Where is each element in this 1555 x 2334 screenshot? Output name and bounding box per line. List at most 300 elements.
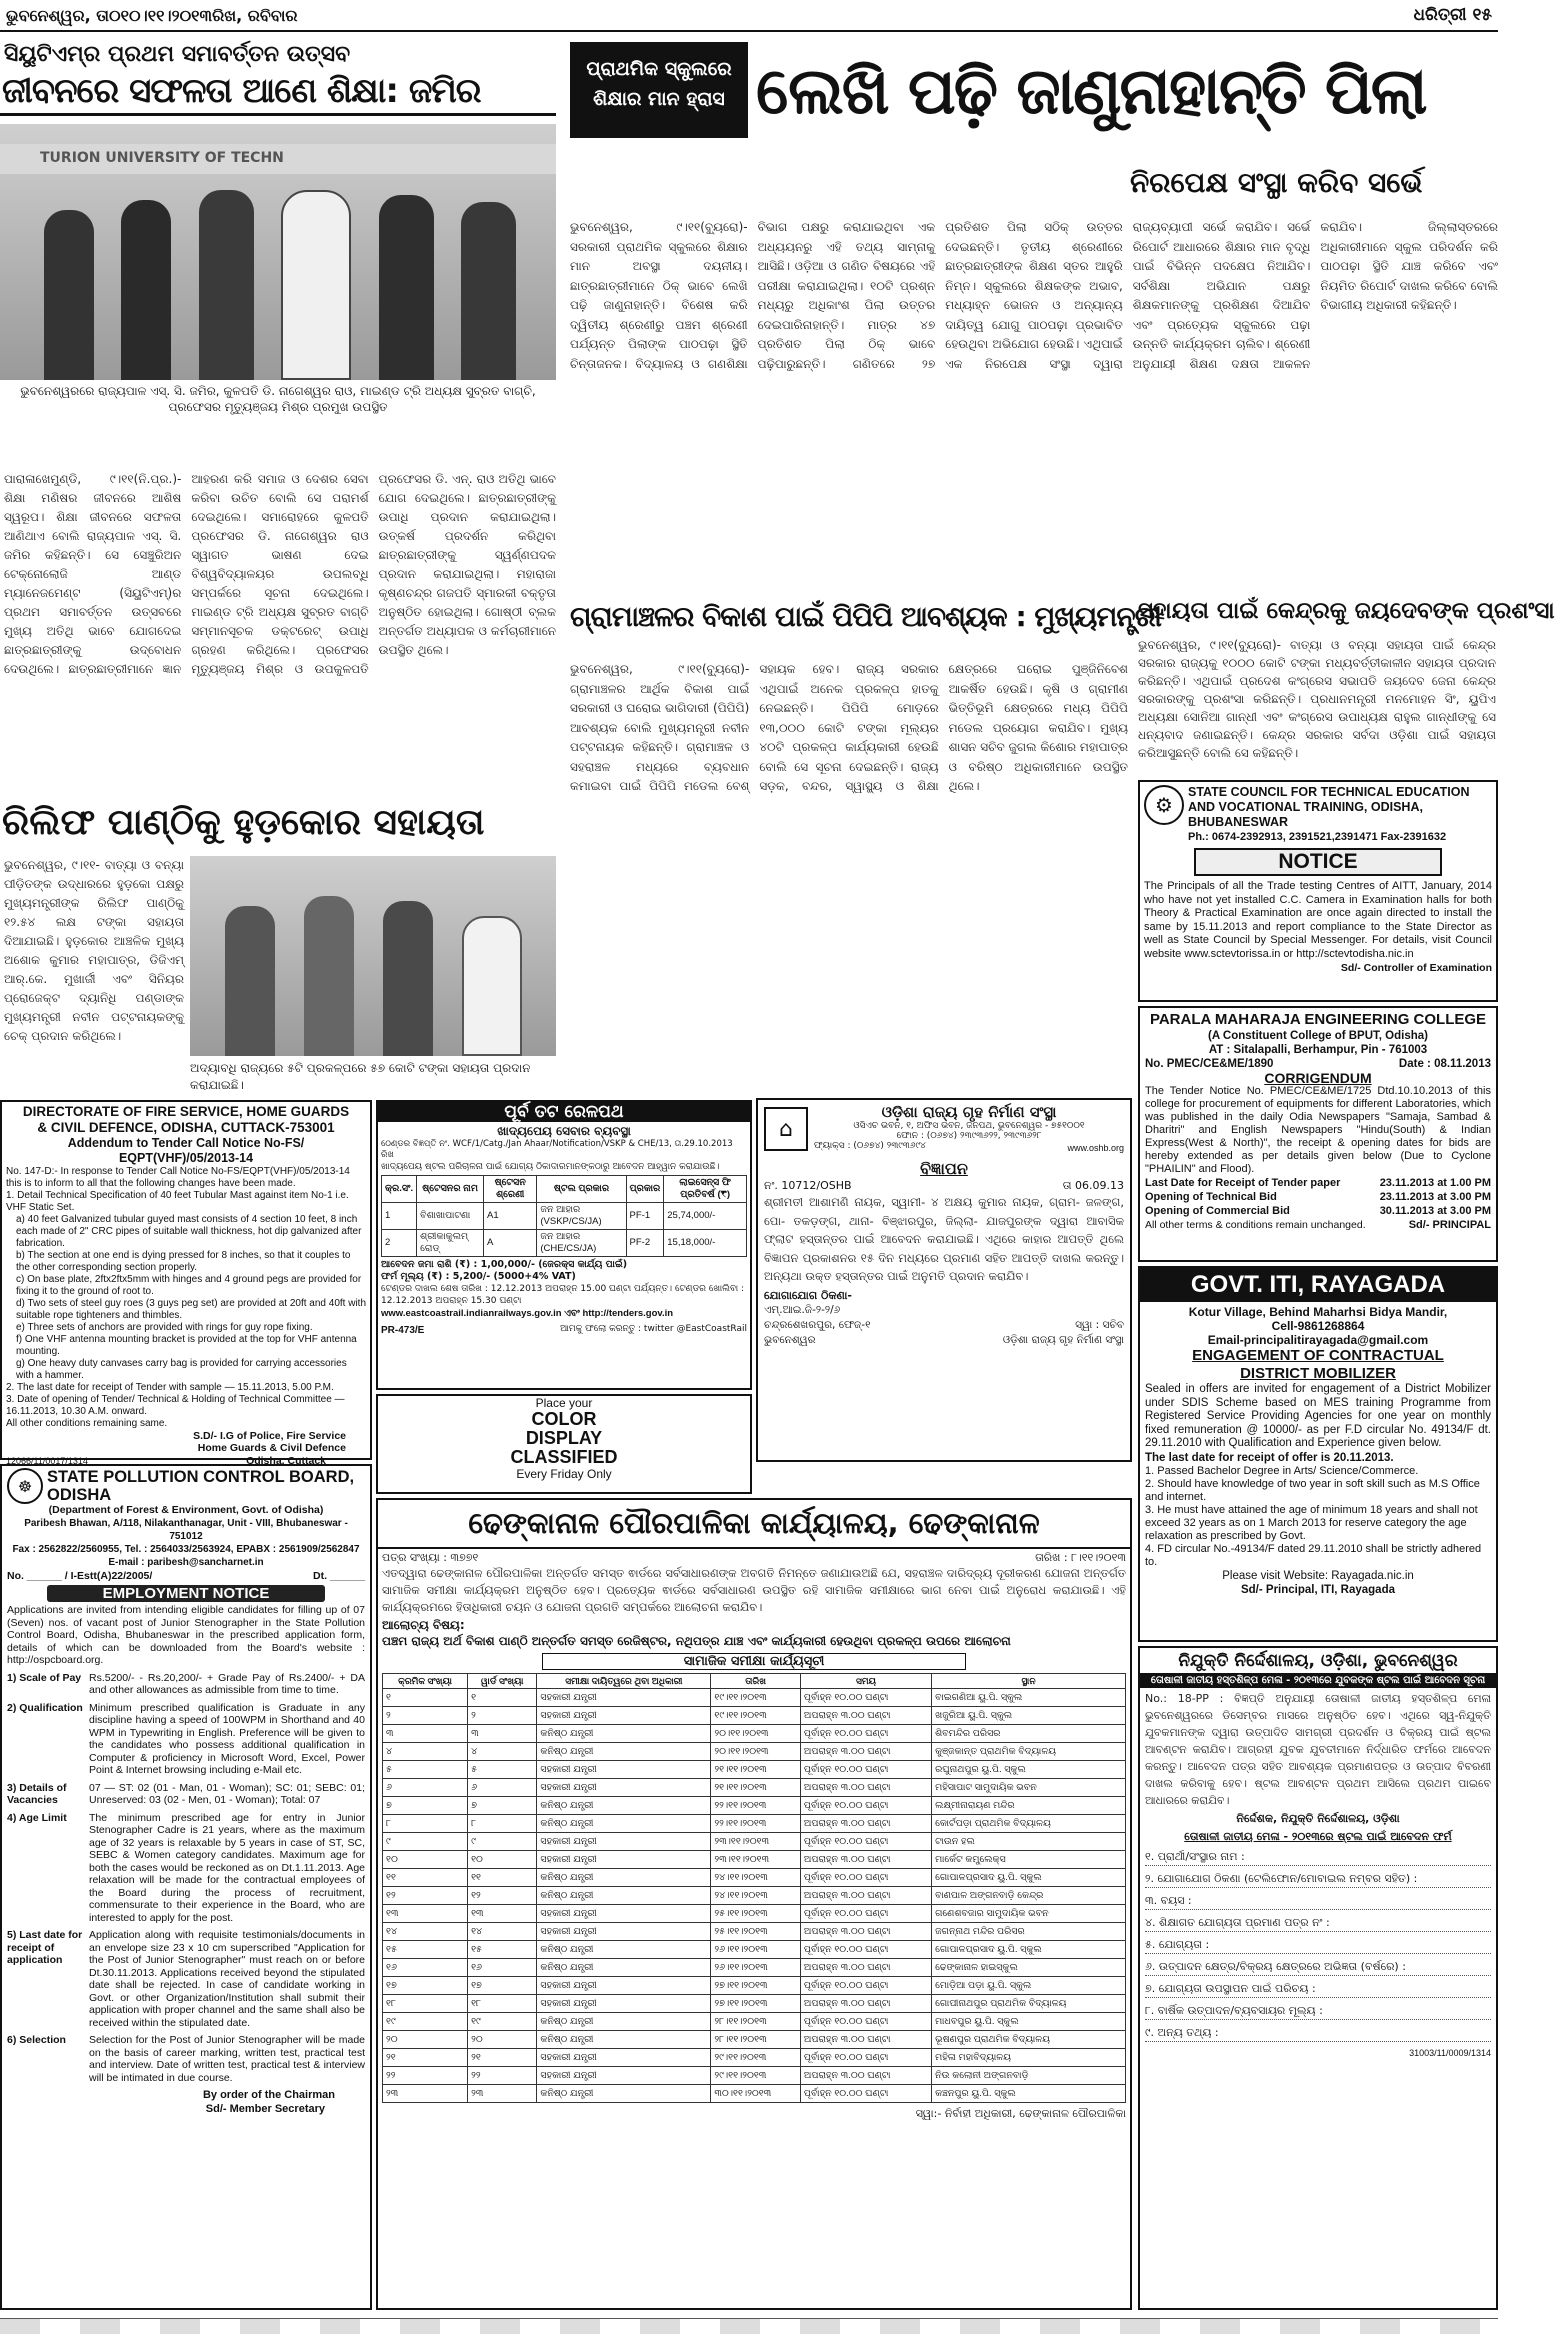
rail-title: ପୂର୍ବ ତଟ ରେଳପଥ — [378, 1102, 750, 1122]
table-header-cell: ସମୀକ୍ଷା ଦାୟିତ୍ୱରେ ଥିବା ଅଧିକାରୀ — [537, 1674, 711, 1689]
fire-item: c) On base plate, 2ftx2ftx5mm with hinges and 4 ground pegs are provided for fixing it to the ground of root to. — [16, 1274, 362, 1297]
housing-no: ନଂ. 10712/OSHB — [764, 1179, 852, 1192]
fire-item: 2. The last date for receipt of Tender with sample — 15.11.2013, 5.00 P.M. — [6, 1382, 334, 1393]
table-cell: ୨୩ — [383, 2085, 468, 2103]
table-row — [383, 2067, 1126, 2085]
table-cell: ୨୨ — [383, 2067, 468, 2085]
table-cell: ୬ — [383, 1779, 468, 1797]
table-cell: ୨୬।୧୧।୨୦୧୩ — [711, 1959, 800, 1977]
table-cell: ପୂର୍ବାହ୍ନ ୧୦.୦୦ ଘଣ୍ଟା — [800, 1905, 931, 1923]
table-cell: ୧୬ — [468, 1959, 537, 1977]
iti-lastdate: The last date for receipt of offer is 20.11.2013. — [1145, 1451, 1394, 1464]
table-cell: ପୂର୍ବାହ୍ନ ୧୦.୦୦ ଘଣ୍ଟା — [800, 2013, 931, 2031]
ad-dhenkanal — [376, 1498, 1132, 2310]
story3-kicker-box — [570, 42, 748, 138]
dhenkanal-sign: ସ୍ୱା:- ନିର୍ବାହୀ ଅଧିକାରୀ, ଢେଙ୍କାନାଳ ପୌରପାଳିକା — [915, 2107, 1126, 2120]
rail-table — [381, 1175, 747, 1257]
cell: ଶ୍ରୀକାକୁଲମ୍ ରୋଡ୍ — [417, 1230, 484, 1257]
housing-addr: ଓସିଏଚ ଭବନ, ୧, ଅଫିସ ଭବନ, ଜନପଥ, ଭୁବନେଶ୍ୱର - ୭୫୧୦୦୧ — [853, 1121, 1085, 1131]
table-cell: ୩୦।୧୧।୨୦୧୩ — [711, 2085, 800, 2103]
table-cell: ୧୦ — [383, 1851, 468, 1869]
table-cell: ପୂର୍ବାହ୍ନ ୧୦.୦୦ ଘଣ୍ଟା — [800, 2049, 931, 2067]
table-cell: ମହିସାପାଟ ସାମୁଦାୟିକ ଭବନ — [932, 1779, 1126, 1797]
table-row — [383, 1869, 1126, 1887]
table-cell: କନିଷ୍ଠ ଯନ୍ତ୍ରୀ — [537, 2085, 711, 2103]
table-header-cell: ତାରିଖ — [711, 1674, 800, 1689]
table-cell: ଅପରାହ୍ନ ୩.୦୦ ଘଣ୍ଟା — [800, 1923, 931, 1941]
table-cell: ୩ — [468, 1725, 537, 1743]
table-cell: ୪ — [468, 1743, 537, 1761]
housing-logo-icon: ⌂ — [764, 1107, 808, 1151]
table-cell: ଅପରାହ୍ନ ୩.୦୦ ଘଣ୍ଟା — [800, 2031, 931, 2049]
table-cell: ସହକାରୀ ଯନ୍ତ୍ରୀ — [537, 1851, 711, 1869]
rail-fees: ଆବେଦନ ଜମା ରାଶି (₹) : 1,00,000/- (ଜେରକ୍ସ କାର୍ଯ୍ୟ ପାଇଁ) — [381, 1259, 628, 1270]
ad-iti — [1138, 1266, 1498, 1642]
table-cell: ୮ — [468, 1815, 537, 1833]
table-cell: ଅପରାହ୍ନ ୩.୦୦ ଘଣ୍ଟା — [800, 2067, 931, 2085]
table-row — [383, 1725, 1126, 1743]
ad-pollution — [0, 1464, 372, 2310]
table-cell: ୨୪।୧୧।୨୦୧୩ — [711, 1887, 800, 1905]
fire-code: 12066/11/0017/1314 — [6, 1456, 88, 1466]
person-figure — [121, 200, 171, 380]
cell: PF-1 — [626, 1203, 664, 1230]
story1-body: ପାରାଳାଖେମୁଣ୍ଡି, ୯।୧୧(ନି.ପ୍ର.)- ଶିକ୍ଷା ମଣିଷର ଜୀବନରେ ଆଶିଷ ସ୍ୱରୂପ। ଶିକ୍ଷା ଜୀବନରେ ସଫଳତା ଆଣିଥାଏ ବୋଲି ରାଜ୍ୟପାଳ ଏସ୍. ସି. ଜମିର କହିଛନ୍ତି। ସେ ସେଞ୍ଚୁରିଅନ ଟେକ୍ନୋଲୋଜି ଆଣ୍ଡ ମ୍ୟାନେଜମେଣ୍ଟ (ସିୟୁଟିଏମ୍)ର ପ୍ରଥମ ସମାବର୍ତ୍ତନ ଉତ୍ସବରେ ମୁଖ୍ୟ ଅତିଥି ଭାବେ ଯୋଗଦେଇ ଛାତ୍ରଛାତ୍ରୀଙ୍କୁ ଉଦ୍ବୋଧନ ଦେଉଥିଲେ। ଛାତ୍ରଛାତ୍ରୀମାନେ ଜ୍ଞାନ ଆହରଣ କରି ସମାଜ ଓ ଦେଶର ସେବା କରିବା ଉଚିତ ବୋଲି ସେ ପରାମର୍ଶ ଦେଇଥିଲେ। ସମାରୋହରେ କୁଳପତି ପ୍ରଫେସର ଡି. ନାଗେଶ୍ୱର ରାଓ ସ୍ୱାଗତ ଭାଷଣ ଦେଇ ବିଶ୍ୱବିଦ୍ୟାଳୟର ଉପଲବ୍ଧି ସମ୍ପର୍କରେ ସୂଚନା ଦେଇଥିଲେ। ମାଇଣ୍ଡ ଟ୍ରି ଅଧ୍ୟକ୍ଷ ସୁବ୍ରତ ବାଗ୍‌ଚି ସମ୍ମାନସୂଚକ ଡକ୍ଟରେଟ୍ ଉପାଧି ଗ୍ରହଣ କରିଥିଲେ। ପ୍ରଫେସର ମୃତ୍ୟୁଞ୍ଜୟ ମିଶ୍ର ଓ ଉପକୁଳପତି ପ୍ରଫେସର ଡି. ଏନ୍. ରାଓ ଅତିଥି ଭାବେ ଯୋଗ ଦେଇଥିଲେ। ଛାତ୍ରଛାତ୍ରୀଙ୍କୁ ଉପାଧି ପ୍ରଦାନ କରାଯାଇଥିଲା। ଉତ୍କର୍ଷ ପ୍ରଦର୍ଶନ କରିଥିବା ଛାତ୍ରଛାତ୍ରୀଙ୍କୁ ସ୍ୱର୍ଣ୍ଣପଦକ ପ୍ରଦାନ କରାଯାଇଥିଲା। ମହାରାଜା କୃଷ୍ଣଚନ୍ଦ୍ର ଗଜପତି ସ୍ମାରକୀ ବକ୍ତୃତା ଅନୁଷ୍ଠିତ ହୋଇଥିଲା। ଗୋଷ୍ଠୀ ବ୍ଲକ ଅନ୍ତର୍ଗତ ଅଧ୍ୟାପକ ଓ କର୍ମଚାରୀମାନେ ଉପସ୍ଥିତ ଥିଲେ। — [4, 472, 556, 676]
dhenkanal-no: ପତ୍ର ସଂଖ୍ୟା : ୩୭୭୧ — [382, 1551, 479, 1564]
table-cell: କନିଷ୍ଠ ଯନ୍ତ୍ରୀ — [537, 1797, 711, 1815]
table-row — [383, 1941, 1126, 1959]
table-cell: ୧୯ — [383, 2013, 468, 2031]
form-field: ୭. ଯୋଗ୍ୟତା ଉପସ୍ଥାପନ ପାଇଁ ପରିଚୟ : — [1145, 1976, 1491, 1998]
table-cell: ୧୪ — [383, 1923, 468, 1941]
parala-sub2: AT : Sitalapalli, Berhampur, Pin - 761003 — [1208, 1044, 1428, 1056]
housing-title: ଓଡ଼ିଶା ରାଜ୍ୟ ଗୃହ ନିର୍ମାଣ ସଂସ୍ଥା — [881, 1103, 1057, 1121]
table-cell: ସହକାରୀ ଯନ୍ତ୍ରୀ — [537, 2049, 711, 2067]
table-cell: ୨୫।୧୧।୨୦୧୩ — [711, 1905, 800, 1923]
table-cell: ମାର୍କେଟ କମ୍ପ୍ଲେକ୍ସ — [932, 1851, 1126, 1869]
housing-addr1: ଏମ୍.ଆଇ.ଜି-୨-୨/୬ — [764, 1303, 841, 1316]
cell: ଜନ ଆହାର (VSKP/CS/JA) — [537, 1203, 626, 1230]
table-cell: ପୂର୍ବାହ୍ନ ୧୦.୦୦ ଘଣ୍ଟା — [800, 1869, 931, 1887]
fire-item: 3. Date of opening of Tender/ Technical & Holding of Technical Committee — 16.11.2013, 10.30 A.M. onward. — [6, 1394, 345, 1417]
table-cell: ଖଜୁରିଆ ୟୁ.ପି. ସ୍କୁଲ — [932, 1707, 1126, 1725]
table-cell: ୨୯।୧୧।୨୦୧୩ — [711, 2067, 800, 2085]
pollution-item-key: 4) Age Limit — [7, 1811, 67, 1824]
table-cell: ପୂର୍ବାହ୍ନ ୧୦.୦୦ ଘଣ୍ଟା — [800, 1725, 931, 1743]
pollution-item-value: Minimum prescribed qualification is Graduate in any discipline having a speed of 100WPM in Shorthand and 40 WPM in Typewriting in English. Preference will be given to the candidates who possess additional qualification in Computer & proficiency in Microsoft Word, Excel, Power Point & Internet browsing including e-Mail etc. — [89, 1701, 365, 1776]
rail-ref: ଠେଣ୍ଡର ବିଜ୍ଞପ୍ତି ନଂ. WCF/1/Catg./Jan Ahaar/Notification/VSKP & CHE/13, ତା.29.10.2013 ରିଖ — [381, 1139, 733, 1160]
housing-fax: ଫ୍ୟାକ୍ସ : (୦୬୭୪) ୨୩୯୩୬୯୪ — [814, 1141, 926, 1151]
pollution-item — [7, 1929, 365, 2029]
table-row — [383, 1995, 1126, 2013]
table-cell: ଢେଙ୍କାନାଳ ହାଇସ୍କୁଲ — [932, 1959, 1126, 1977]
table-row — [383, 1923, 1126, 1941]
color-l3: DISPLAY — [525, 1428, 603, 1448]
table-cell: କୋର୍ଟପଡ଼ା ପ୍ରାଥମିକ ବିଦ୍ୟାଳୟ — [932, 1815, 1126, 1833]
fire-item: f) One VHF antenna mounting bracket is provided at the top for VHF antenna mounting. — [16, 1334, 357, 1357]
table-cell: କନିଷ୍ଠ ଯନ୍ତ୍ରୀ — [537, 2031, 711, 2049]
story3-kicker-top: ପ୍ରାଥମିକ ସ୍କୁଲରେ — [586, 58, 732, 80]
table-row — [383, 1905, 1126, 1923]
pollution-item-key: 2) Qualification — [7, 1701, 83, 1714]
table-cell: ଅପରାହ୍ନ ୩.୦୦ ଘଣ୍ଟା — [800, 1887, 931, 1905]
table-cell: ୩ — [383, 1725, 468, 1743]
table-cell: ପୂର୍ବାହ୍ନ ୧୦.୦୦ ଘଣ୍ଟା — [800, 1941, 931, 1959]
table-cell: ୨୨।୧୧।୨୦୧୩ — [711, 1815, 800, 1833]
table-cell: ଗୋପାଳପ୍ରସାଦ ୟୁ.ପି. ସ୍କୁଲ — [932, 1869, 1126, 1887]
rail-col: ଲାଇସେନ୍ସ ଫି ପ୍ରତିବର୍ଷ (₹) — [664, 1176, 747, 1203]
sctevt-notice: NOTICE — [1194, 848, 1442, 876]
table-cell: ମାଧବପୁର ୟୁ.ପି. ସ୍କୁଲ — [932, 2013, 1126, 2031]
sctevt-phone: Ph.: 0674-2392913, 2391521,2391471 Fax-2391632 — [1188, 831, 1447, 843]
table-row — [383, 1851, 1126, 1869]
table-row — [383, 2049, 1126, 2067]
table-cell: ଭୂଷଣପୁର ପ୍ରାଥମିକ ବିଦ୍ୟାଳୟ — [932, 2031, 1126, 2049]
table-cell: ୨୧ — [468, 2049, 537, 2067]
table-cell: କଞ୍ଚନପୁର ୟୁ.ପି. ସ୍କୁଲ — [932, 2085, 1126, 2103]
table-header-cell: ସମୟ — [800, 1674, 931, 1689]
pollution-intro: Applications are invited from intending eligible candidates for filling up of 07 (Seven) nos. of vacant post of Junior Stenographer in the State Pollution Control Board, Odisha, Bhubaneswar in the prescribed application form, details of which can be downloaded from the Board's website : http://ospcboard.org. — [7, 1604, 365, 1666]
parala-row-value: 23.11.2013 at 1.00 PM — [1379, 1177, 1491, 1189]
table-cell: ୨୮।୧୧।୨୦୧୩ — [711, 2031, 800, 2049]
dateline: ଭୁବନେଶ୍ୱର, ତା୦୧୦।୧୧।୨୦୧୩ରିଖ, ରବିବାର — [6, 6, 298, 25]
table-header-cell: ସ୍ଥାନ — [932, 1674, 1126, 1689]
table-cell: ୨୭।୧୧।୨୦୧୩ — [711, 1995, 800, 2013]
iti-title: GOVT. ITI, RAYAGADA — [1140, 1268, 1496, 1302]
table-cell: ୨ — [468, 1707, 537, 1725]
rail-code: PR-473/E — [381, 1325, 425, 1336]
housing-sign2: ଓଡ଼ିଶା ରାଜ୍ୟ ଗୃହ ନିର୍ମାଣ ସଂସ୍ଥା — [1002, 1333, 1124, 1346]
story2-headline: ରିଲିଫ ପାଣ୍ଠିକୁ ହୁଡ଼କୋର ସହାୟତା — [2, 802, 485, 843]
pollution-item — [7, 1702, 365, 1777]
sctevt-body: The Principals of all the Trade testing Centres of AITT, January, 2014 who have not yet installed C.C. Camera in Examination halls for both Theory & Practical Examination are once again directed to install the same by 15.11.2013 and report compliance to the State Director as well as State Council by Special Messenger. For details, visit Council website www.sctevtorissa.in or http://sctevtodisha.nic.in — [1144, 880, 1492, 960]
parala-sign: Sd/- PRINCIPAL — [1408, 1219, 1491, 1231]
ad-fire-service — [0, 1100, 372, 1467]
housing-addr2: ଚନ୍ଦ୍ରଶେଖରପୁର, ଫେଜ୍-୧ — [764, 1318, 871, 1331]
rail-dates: ଟେଣ୍ଡର ଦାଖଲ ଶେଷ ତାରିଖ : 12.12.2013 ଅପରାହ୍ନ 15.00 ଘଣ୍ଟା ପର୍ଯ୍ୟନ୍ତ। ଟେଣ୍ଡର ଖୋଲିବା : 12.12.2013 ଅପରାହ୍ନ 15.30 ଘଣ୍ଟା — [381, 1284, 745, 1306]
story4-headline: ଗ୍ରାମାଞ୍ଚଳର ବିକାଶ ପାଇଁ ପିପିପି ଆବଶ୍ୟକ : ମୁଖ୍ୟମନ୍ତ୍ରୀ — [570, 600, 1161, 633]
table-cell: ମହିଳା ମହାବିଦ୍ୟାଳୟ — [932, 2049, 1126, 2067]
social-audit-table — [382, 1673, 1126, 2103]
table-cell: ୬ — [468, 1779, 537, 1797]
table-cell: ଟାଉନ ହଲ — [932, 1833, 1126, 1851]
table-cell: ଅପରାହ୍ନ ୩.୦୦ ଘଣ୍ଟା — [800, 1707, 931, 1725]
table-cell: କନିଷ୍ଠ ଯନ୍ତ୍ରୀ — [537, 2013, 711, 2031]
pollution-dt: Dt. ______ — [313, 1570, 365, 1582]
table-cell: ସହକାରୀ ଯନ୍ତ୍ରୀ — [537, 1995, 711, 2013]
dhenkanal-title: ଢେଙ୍କାନାଳ ପୌରପାଳିକା କାର୍ଯ୍ୟାଳୟ, ଢେଙ୍କାନାଳ — [378, 1500, 1130, 1549]
iti-item: 3. He must have attained the age of minimum 18 years and shall not exceed 32 years as on 1 March 2013 for reserve category the age relaxation as prescribed by Govt. — [1145, 1503, 1478, 1542]
odisha-emblem-icon: ☸ — [7, 1468, 43, 1504]
table-cell: ୨୧।୧୧।୨୦୧୩ — [711, 1761, 800, 1779]
story2-body: ଭୁବନେଶ୍ୱର, ୯।୧୧- ବାତ୍ୟା ଓ ବନ୍ୟା ପୀଡ଼ିତଙ୍କ ଉଦ୍ଧାରରେ ହୁଡ଼କୋ ପକ୍ଷରୁ ମୁଖ୍ୟମନ୍ତ୍ରୀଙ୍କ ରିଲିଫ ପାଣ୍ଠିକୁ ୧୨.୫୪ ଲକ୍ଷ ଟଙ୍କା ସହାୟତା ଦିଆଯାଇଛି। ହୁଡ଼କୋର ଆଞ୍ଚଳିକ ମୁଖ୍ୟ ଅଶୋକ କୁମାର ମହାପାତ୍ର, ଡିଜିଏମ୍ ଆର୍.କେ. ମୁଖାର୍ଜୀ ଏବଂ ସିନିୟର ପ୍ରୋଜେକ୍ଟ ଦ୍ୟାନିଧି ପଣ୍ଡାଙ୍କ ମୁଖ୍ୟମନ୍ତ୍ରୀ ନବୀନ ପଟ୍ଟନାୟକଙ୍କୁ ଚେକ୍ ପ୍ରଦାନ କରିଥିଲେ। — [4, 858, 184, 1043]
housing-addr-label: ଯୋଗାଯୋଗ ଠିକଣା- — [764, 1288, 852, 1302]
table-row — [383, 1887, 1126, 1905]
color-l5: Every Friday Only — [516, 1467, 612, 1481]
table-cell: ୧୧ — [383, 1869, 468, 1887]
rail-sub: ଖାଦ୍ୟପେୟ ସେବାର ବ୍ୟବସ୍ଥା — [497, 1124, 631, 1138]
table-cell: ୫ — [468, 1761, 537, 1779]
parala-ref: No. PMEC/CE&ME/1890 — [1145, 1058, 1274, 1070]
table-cell: ୨୨ — [468, 2067, 537, 2085]
table-cell: ୧୪ — [468, 1923, 537, 1941]
housing-web[interactable]: www.oshb.org — [1067, 1143, 1124, 1153]
rail-desc: ଖାଦ୍ୟପେୟ ଷ୍ଟଲ ପରିଚାଳନା ପାଇଁ ଯୋଗ୍ୟ ଠିକାଦାରମାନଙ୍କଠାରୁ ଆବେଦନ ଆହ୍ୱାନ କରାଯାଉଛି। — [381, 1162, 720, 1172]
table-cell: ୨୩।୧୧।୨୦୧୩ — [711, 1833, 800, 1851]
color-l4: CLASSIFIED — [510, 1447, 618, 1467]
table-cell: ୯ — [383, 1833, 468, 1851]
table-cell: ମୋଡ଼ିଆ ପଡ଼ା ୟୁ.ପି. ସ୍କୁଲ — [932, 1977, 1126, 1995]
color-l2: COLOR — [531, 1409, 597, 1429]
rail-col: ପ୍ରକାର — [626, 1176, 664, 1203]
table-cell: ୧୩ — [468, 1905, 537, 1923]
table-cell: ୧୮ — [468, 1995, 537, 2013]
page-header — [0, 0, 1498, 32]
table-cell: କନିଷ୍ଠ ଯନ୍ତ୍ରୀ — [537, 1959, 711, 1977]
fire-item: a) 40 feet Galvanized tubular guyed mast consists of 4 section 10 feet, 8 inch each made of 2" CRC pipes of suitable wall thickness, hot dip galvanized after fabrication. — [16, 1214, 362, 1249]
parala-foot: All other terms & conditions remain unchanged. — [1145, 1219, 1366, 1231]
table-cell: ପୂର୍ବାହ୍ନ ୧୦.୦୦ ଘଣ୍ଟା — [800, 1977, 931, 1995]
pollution-item-value: Selection for the Post of Junior Stenographer will be made on the basis of career marking, written test, practical test and interview. Date of written test, practical test & interview will be intimated in due course. — [89, 2034, 365, 2084]
ad-employment — [1138, 1646, 1498, 2310]
table-cell: ଲକ୍ଷ୍ମୀନାରାୟଣ ମନ୍ଦିର — [932, 1797, 1126, 1815]
fire-title2: & CIVIL DEFENCE, ODISHA, CUTTACK-753001 — [37, 1120, 335, 1135]
cell: 1 — [382, 1203, 417, 1230]
pollution-no: No. ______ / I-Estt(A)22/2005/ — [7, 1570, 153, 1582]
table-cell: ୧୨ — [383, 1887, 468, 1905]
table-cell: ରଘୁନାଥପୁର ୟୁ.ପି. ସ୍କୁଲ — [932, 1761, 1126, 1779]
pollution-sub2: Paribesh Bhawan, A/118, Nilakanthanagar, Unit - VIII, Bhubaneswar - 751012 — [24, 1518, 348, 1542]
table-row — [383, 1797, 1126, 1815]
pollution-sub4: E-mail : paribesh@sancharnet.in — [108, 1557, 264, 1568]
table-cell: ପୂର୍ବାହ୍ନ ୧୦.୦୦ ଘଣ୍ଟା — [800, 1689, 931, 1707]
table-cell: ଅପରାହ୍ନ ୩.୦୦ ଘଣ୍ଟା — [800, 1995, 931, 2013]
dhenkanal-agenda: ପଞ୍ଚମ ରାଜ୍ୟ ଅର୍ଥ ବିକାଶ ପାଣ୍ଠି ଅନ୍ତର୍ଗତ ସମସ୍ତ ରେଜିଷ୍ଟର, ନଥିପତ୍ର ଯାଞ୍ଚ ଏବଂ କାର୍ଯ୍ୟକାରୀ ହେଉଥିବା ପ୍ରକଳ୍ପ ଉପରେ ଆଲୋଚନା — [382, 1634, 1011, 1648]
photo-banner: TURION UNIVERSITY OF TECHN — [0, 144, 556, 174]
fire-title1: DIRECTORATE OF FIRE SERVICE, HOME GUARDS — [22, 1104, 350, 1119]
rail-foot: ଆମକୁ ଫଲୋ କରନ୍ତୁ : twitter @EastCoastRail — [560, 1324, 747, 1334]
form-field: ୬. ଉତ୍ପାଦନ କ୍ଷେତ୍ର/ବିକ୍ରୟ କ୍ଷେତ୍ରରେ ଅଭିଜ୍ଞତା (ବର୍ଷରେ) : — [1145, 1954, 1491, 1976]
table-cell: ୨ — [383, 1707, 468, 1725]
table-cell: ୨୯।୧୧।୨୦୧୩ — [711, 2049, 800, 2067]
table-row — [383, 1761, 1126, 1779]
form-field: ୧. ପ୍ରାର୍ଥୀ/ସଂସ୍ଥାର ନାମ : — [1145, 1844, 1491, 1866]
table-cell: ୨୫।୧୧।୨୦୧୩ — [711, 1923, 800, 1941]
table-cell: ୨୨।୧୧।୨୦୧୩ — [711, 1797, 800, 1815]
rail-col: କ୍ର.ସଂ. — [382, 1176, 417, 1203]
parala-date: Date : 08.11.2013 — [1398, 1058, 1491, 1070]
form-field: ୫. ଯୋଗ୍ୟତା : — [1145, 1932, 1491, 1954]
iti-heading: ENGAGEMENT OF CONTRACTUAL DISTRICT MOBILIZER — [1192, 1347, 1444, 1382]
table-cell: ବାଇଗଣିଆ ୟୁ.ପି. ସ୍କୁଲ — [932, 1689, 1126, 1707]
ad-color-classified — [376, 1394, 752, 1494]
employment-code: 31003/11/0009/1314 — [1409, 2048, 1491, 2058]
sctevt-sign: Sd/- Controller of Examination — [1340, 962, 1492, 974]
person-figure — [199, 190, 254, 380]
employment-title: ନିଯୁକ୍ତି ନିର୍ଦ୍ଦେଶାଳୟ, ଓଡ଼ିଶା, ଭୁବନେଶ୍ୱର — [1178, 1651, 1458, 1671]
iti-sign: Sd/- Principal, ITI, Rayagada — [1240, 1583, 1395, 1596]
person-figure — [281, 190, 351, 380]
table-row — [383, 1815, 1126, 1833]
table-row — [383, 1833, 1126, 1851]
table-cell: ୪ — [383, 1743, 468, 1761]
table-cell: ପୂର୍ବାହ୍ନ ୧୦.୦୦ ଘଣ୍ଟା — [800, 1761, 931, 1779]
fire-item: e) Three sets of anchors are provided with rings for guy rope fixing. — [16, 1322, 313, 1333]
iti-body: Sealed in offers are invited for engagement of a District Mobilizer under SDIS Scheme based on MES training Programme from Registered Service Providing Agencies for one year on monthly fixed remuneration @ 10000/- as per F.D circular No. 49134/F dt. 29.11.2010 with Qualification and Experience given below. — [1145, 1383, 1491, 1449]
rail-col: ଷ୍ଟଲ ପ୍ରକାର — [537, 1176, 626, 1203]
employment-body: No.: 18-PP : ବିଜ୍ଞପ୍ତି ଅନୁଯାୟୀ ତୋଷାଳୀ ଜାତୀୟ ହସ୍ତଶିଳ୍ପ ମେଳା ଭୁବନେଶ୍ୱରରେ ଡିସେମ୍ବର ମାସରେ ଅନୁଷ୍ଠିତ ହେବ। ଏଥିରେ ସ୍ୱ-ନିଯୁକ୍ତି ଯୁବକମାନଙ୍କ ଦ୍ୱାରା ଉତ୍ପାଦିତ ସାମଗ୍ରୀ ପ୍ରଦର୍ଶନ ଓ ବିକ୍ରୟ ପାଇଁ ଷ୍ଟଲ ଆବଣ୍ଟନ କରାଯିବ। ଆଗ୍ରହୀ ଯୁବକ ଯୁବତୀମାନେ ନିର୍ଦ୍ଧାରିତ ଫର୍ମରେ ଆବେଦନ କରନ୍ତୁ। ଆବେଦନ ପତ୍ର ସହିତ ଆବଶ୍ୟକ ପ୍ରମାଣପତ୍ର ଓ ଉତ୍ପାଦ ବିବରଣୀ ଦାଖଲ କରିବାକୁ ହେବ। ଷ୍ଟଲ ଆବଣ୍ଟନ ପ୍ରଥମ ଆସିଲେ ପ୍ରଥମ ପାଇବେ ଆଧାରରେ କରାଯିବ। — [1145, 1692, 1491, 1807]
pollution-item-value: Rs.5200/- - Rs.20,200/- + Grade Pay of Rs.2400/- + DA and other allowances as admissible from time to time. — [89, 1671, 365, 1696]
table-cell: କୁଞ୍ଜକାନ୍ତ ପ୍ରାଥମିକ ବିଦ୍ୟାଳୟ — [932, 1743, 1126, 1761]
fire-item: g) One heavy duty canvases carry bag is provided for carrying accessories with a hammer. — [16, 1358, 347, 1381]
fire-sign1: S.D/- I.G of Police, Fire Service — [193, 1430, 346, 1442]
table-cell: ୧୭ — [383, 1977, 468, 1995]
fire-foot: All other conditions remaining same. — [6, 1418, 168, 1429]
table-cell: ୨୩ — [468, 2085, 537, 2103]
table-cell: ଅପରାହ୍ନ ୩.୦୦ ଘଣ୍ଟା — [800, 1959, 931, 1977]
cell: PF-2 — [626, 1230, 664, 1257]
table-cell: ୮ — [383, 1815, 468, 1833]
story5-headline: ସହାୟତା ପାଇଁ କେନ୍ଦ୍ରକୁ ଜୟଦେବଙ୍କ ପ୍ରଶଂସା — [1138, 598, 1555, 624]
cell: ବିଶାଖାପାଟଣା — [417, 1203, 484, 1230]
table-cell: କନିଷ୍ଠ ଯନ୍ତ୍ରୀ — [537, 1941, 711, 1959]
parala-sub1: (A Constituent College of BPUT, Odisha) — [1208, 1030, 1428, 1042]
pollution-item — [7, 1672, 365, 1697]
person-figure — [461, 202, 516, 380]
pollution-item — [7, 1782, 365, 1807]
story3-headline: ଲେଖି ପଢ଼ି ଜାଣୁନାହାନ୍ତି ପିଲା — [756, 55, 1426, 129]
table-cell: ଅପରାହ୍ନ ୩.୦୦ ଘଣ୍ଟା — [800, 1815, 931, 1833]
ad-housing — [756, 1098, 1132, 1462]
pollution-title: STATE POLLUTION CONTROL BOARD, ODISHA — [47, 1468, 355, 1504]
table-cell: ପୂର୍ବାହ୍ନ ୧୦.୦୦ ଘଣ୍ଟା — [800, 2085, 931, 2103]
table-cell: ଅପରାହ୍ନ ୩.୦୦ ଘଣ୍ଟା — [800, 1851, 931, 1869]
housing-phone: ଫୋନ : (୦୬୭୪) ୨୩୯୩୬୨୨, ୨୩୯୩୬୨୮ — [896, 1131, 1042, 1141]
table-row — [383, 1779, 1126, 1797]
parala-row-value: 23.11.2013 at 3.00 PM — [1379, 1191, 1491, 1203]
table-cell: ୨୩।୧୧।୨୦୧୩ — [711, 1851, 800, 1869]
table-cell: ଗୋପାଳପ୍ରସାଦ ୟୁ.ପି. ସ୍କୁଲ — [932, 1941, 1126, 1959]
housing-date: ତା 06.09.13 — [1062, 1179, 1124, 1192]
form-field: ୩. ବୟସ : — [1145, 1888, 1491, 1910]
table-cell: ଅପରାହ୍ନ ୩.୦୦ ଘଣ୍ଟା — [800, 1779, 931, 1797]
cell: A1 — [484, 1203, 537, 1230]
table-cell: ୧୦ — [468, 1851, 537, 1869]
convocation-photo — [0, 124, 556, 380]
table-cell: ସହକାରୀ ଯନ୍ତ୍ରୀ — [537, 1689, 711, 1707]
person-figure — [379, 195, 434, 380]
table-cell: ୨୦ — [468, 2031, 537, 2049]
table-cell: ୭ — [383, 1797, 468, 1815]
table-cell: କନିଷ୍ଠ ଯନ୍ତ୍ରୀ — [537, 1887, 711, 1905]
story1-kicker: ସିୟୁଟିଏମ୍‌ର ପ୍ରଥମ ସମାବର୍ତ୍ତନ ଉତ୍ସବ — [4, 42, 351, 67]
table-cell: ୨୬।୧୧।୨୦୧୩ — [711, 1941, 800, 1959]
table-cell: ସହକାରୀ ଯନ୍ତ୍ରୀ — [537, 1707, 711, 1725]
dhenkanal-body: ଏତଦ୍ୱାରା ଢେଙ୍କାନାଳ ପୌରପାଳିକା ଅନ୍ତର୍ଗତ ସମସ୍ତ ଵାର୍ଡରେ ସର୍ବସାଧାରଣଙ୍କ ଅବଗତି ନିମନ୍ତେ ଜଣାଯାଉଅଛି ଯେ, ସହରାଞ୍ଚଳ ଦାରିଦ୍ର୍ୟ ଦୂରୀକରଣ ଯୋଜନା ଅନ୍ତର୍ଗତ ସାମାଜିକ ସମୀକ୍ଷା କାର୍ଯ୍ୟକ୍ରମ ଅନୁଷ୍ଠିତ ହେବ। ପ୍ରତ୍ୟେକ ଵାର୍ଡରେ ସର୍ବସାଧାରଣ ଉପସ୍ଥିତ ରହି ସାମାଜିକ ସମୀକ୍ଷାରେ ଭାଗ ନେବା ପାଇଁ ଅନୁରୋଧ କରାଯାଉଛି। ଏହି କାର୍ଯ୍ୟକ୍ରମରେ ହିତାଧିକାରୀ ଚୟନ ଓ ଯୋଜନା ପ୍ରଗତି ସମ୍ପର୍କରେ ଆଲୋଚନା କରାଯିବ। — [382, 1566, 1126, 1614]
table-cell: ଜଗନ୍ନାଥ ମନ୍ଦିର ପରିସର — [932, 1923, 1126, 1941]
table-cell: କନିଷ୍ଠ ଯନ୍ତ୍ରୀ — [537, 1725, 711, 1743]
table-cell: ୧୬ — [383, 1959, 468, 1977]
table-row — [383, 2031, 1126, 2049]
story3-subhead: ନିରପେକ୍ଷ ସଂସ୍ଥା କରିବ ସର୍ଭେ — [1130, 166, 1423, 199]
person-figure — [304, 896, 354, 1056]
parala-body: The Tender Notice No. PMEC/CE&ME/1725 Dtd.10.10.2013 of this college for procurement of equipments for different Laboratories, which was published in the daily Odia Newspapers "Samaja, Sambad & Dharitri" and English Newspapers "Hindu(South) & Indian Express(West & North)", the receipt & opening dates for bids are hereby extended as per details given below (Due to Cyclone "PHAILIN" and Flood). — [1145, 1085, 1491, 1175]
rail-web[interactable]: www.eastcoastrail.indianrailways.gov.in ଏବଂ http://tenders.gov.in — [381, 1308, 674, 1319]
person-figure — [462, 916, 522, 1056]
table-cell: ୧୯।୧୧।୨୦୧୩ — [711, 1689, 800, 1707]
table-row — [383, 2013, 1126, 2031]
fire-title4: EQPT(VHF)/05/2013-14 — [118, 1151, 254, 1165]
rail-col: ଷ୍ଟେସନ ଶ୍ରେଣୀ — [484, 1176, 537, 1203]
table-cell: କନିଷ୍ଠ ଯନ୍ତ୍ରୀ — [537, 1815, 711, 1833]
table-cell: ୧ — [468, 1689, 537, 1707]
table-cell: ୭ — [468, 1797, 537, 1815]
fire-item: b) The section at one end is dying pressed for 8 inches, so that it couples to the other corresponding section properly. — [16, 1250, 351, 1273]
table-cell: ୯ — [468, 1833, 537, 1851]
table-cell: କନିଷ୍ଠ ଯନ୍ତ୍ରୀ — [537, 1869, 711, 1887]
table-row — [383, 1743, 1126, 1761]
table-cell: ୧୫ — [383, 1941, 468, 1959]
table-cell: ୨୧।୧୧।୨୦୧୩ — [711, 1779, 800, 1797]
table-cell: ଅପରାହ୍ନ ୩.୦୦ ଘଣ୍ଟା — [800, 1743, 931, 1761]
housing-sign: ସ୍ୱା : ସଚିବ — [1075, 1318, 1124, 1331]
table-cell: ୧୩ — [383, 1905, 468, 1923]
story1-headline: ଜୀବନରେ ସଫଳତା ଆଣେ ଶିକ୍ଷା: ଜମିର — [0, 69, 556, 116]
fire-item: 1. Detail Technical Specification of 40 feet Tubular Mast against item No-1 i.e. VHF Static Set. — [6, 1190, 349, 1213]
fire-intro: No. 147-D:- In response to Tender Call Notice No-FS/EQPT(VHF)/05/2013-14 this is to inform to all that the following changes have been made. — [6, 1166, 350, 1189]
rail-fees2: ଫର୍ମ ମୂଲ୍ୟ (₹) : 5,200/- (5000+4% VAT) — [381, 1271, 576, 1282]
iti-item: 1. Passed Bachelor Degree in Arts/ Science/Commerce. — [1145, 1464, 1419, 1477]
person-figure — [225, 906, 275, 1056]
pollution-sub3: Fax : 2562822/2560955, Tel. : 2564033/2563924, EPABX : 2561909/2562847 — [12, 1544, 360, 1555]
cell: ଜନ ଆହାର (CHE/CS/JA) — [537, 1230, 626, 1257]
table-cell: ଶିବମନ୍ଦିର ପରିସର — [932, 1725, 1126, 1743]
table-cell: ସହକାରୀ ଯନ୍ତ୍ରୀ — [537, 1761, 711, 1779]
table-row — [382, 1203, 747, 1230]
iti-cell: Cell-9861268864 — [1271, 1319, 1365, 1333]
table-row — [383, 1689, 1126, 1707]
pollution-sign1: By order of the Chairman — [202, 2089, 335, 2101]
form-field: ୯. ଅନ୍ୟ ତଥ୍ୟ : — [1145, 2020, 1491, 2042]
employment-sub: ତୋଷାଳୀ ଜାତୀୟ ହସ୍ତଶିଳ୍ପ ମେଳା - ୨୦୧୩ରେ ଯୁବକଙ୍କ ଷ୍ଟଲ ପାଇଁ ଆବେଦନ ସୂଚନା — [1140, 1673, 1496, 1688]
table-cell: ସହକାରୀ ଯନ୍ତ୍ରୀ — [537, 1779, 711, 1797]
table-cell: ପୂର୍ବାହ୍ନ ୧୦.୦୦ ଘଣ୍ଟା — [800, 1833, 931, 1851]
color-l1: Place your — [535, 1396, 593, 1410]
table-row — [383, 1977, 1126, 1995]
pollution-item — [7, 2034, 365, 2084]
pollution-sub1: (Department of Forest & Environment, Govt. of Odisha) — [48, 1504, 324, 1516]
parala-row-value: 30.11.2013 at 3.00 PM — [1379, 1205, 1491, 1217]
iti-web: Please visit Website: Rayagada.nic.in — [1222, 1569, 1414, 1582]
fire-item: d) Two sets of steel guy roes (3 guys peg set) are provided at 20ft and 40ft with suitable rope tighteners and thimbles. — [16, 1298, 367, 1321]
cell: A — [484, 1230, 537, 1257]
pollution-item — [7, 1812, 365, 1925]
sctevt-title: STATE COUNCIL FOR TECHNICAL EDUCATION AND VOCATIONAL TRAINING, ODISHA, BHUBANESWAR — [1188, 785, 1470, 829]
table-cell: ନିଉ କଲୋନୀ ଅଙ୍ଗନବାଡ଼ି — [932, 2067, 1126, 2085]
table-cell: ସହକାରୀ ଯନ୍ତ୍ରୀ — [537, 2067, 711, 2085]
fire-sign2: Home Guards & Civil Defence — [197, 1442, 346, 1454]
dhenkanal-agenda-label: ଆଲୋଚ୍ୟ ବିଷୟ: — [382, 1618, 465, 1632]
form-field: ୪. ଶିକ୍ଷାଗତ ଯୋଗ୍ୟତା ପ୍ରମାଣ ପତ୍ର ନଂ : — [1145, 1910, 1491, 1932]
table-header-cell: ୱାର୍ଡ ସଂଖ୍ୟା — [468, 1674, 537, 1689]
table-cell: ଗୋପୀନାଥପୁର ପ୍ରାଥମିକ ବିଦ୍ୟାଳୟ — [932, 1995, 1126, 2013]
table-cell: ୧୫ — [468, 1941, 537, 1959]
table-cell: ସହକାରୀ ଯନ୍ତ୍ରୀ — [537, 1977, 711, 1995]
cell: 2 — [382, 1230, 417, 1257]
story5-body: ଭୁବନେଶ୍ୱର, ୯।୧୧(ବ୍ୟୁରୋ)- ବାତ୍ୟା ଓ ବନ୍ୟା ସହାୟତା ପାଇଁ କେନ୍ଦ୍ର ସରକାର ରାଜ୍ୟକୁ ୧୦୦୦ କୋଟି ଟଙ୍କା ମଧ୍ୟବର୍ତ୍ତୀକାଳୀନ ସହାୟତା ପ୍ରଦାନ କରିଛନ୍ତି। ଏଥିପାଇଁ ପ୍ରଦେଶ କଂଗ୍ରେସ ସଭାପତି ଜୟଦେବ ଜେନା କେନ୍ଦ୍ର ସରକାରଙ୍କୁ ପ୍ରଶଂସା କରିଛନ୍ତି। ପ୍ରଧାନମନ୍ତ୍ରୀ ମନମୋହନ ସିଂ, ୟୁପିଏ ଅଧ୍ୟକ୍ଷା ସୋନିଆ ଗାନ୍ଧୀ ଏବଂ କଂଗ୍ରେସ ଉପାଧ୍ୟକ୍ଷ ରାହୁଲ ଗାନ୍ଧୀଙ୍କୁ ସେ ଧନ୍ୟବାଦ ଜଣାଇଛନ୍ତି। କେନ୍ଦ୍ର ସରକାର ସର୍ବଦା ଓଡ଼ିଶା ପାଇଁ ସହାୟତା କରିଆସୁଛନ୍ତି ବୋଲି ସେ କହିଛନ୍ତି। — [1138, 638, 1496, 760]
table-cell: ୨୦ — [383, 2031, 468, 2049]
ad-railway — [376, 1100, 752, 1390]
